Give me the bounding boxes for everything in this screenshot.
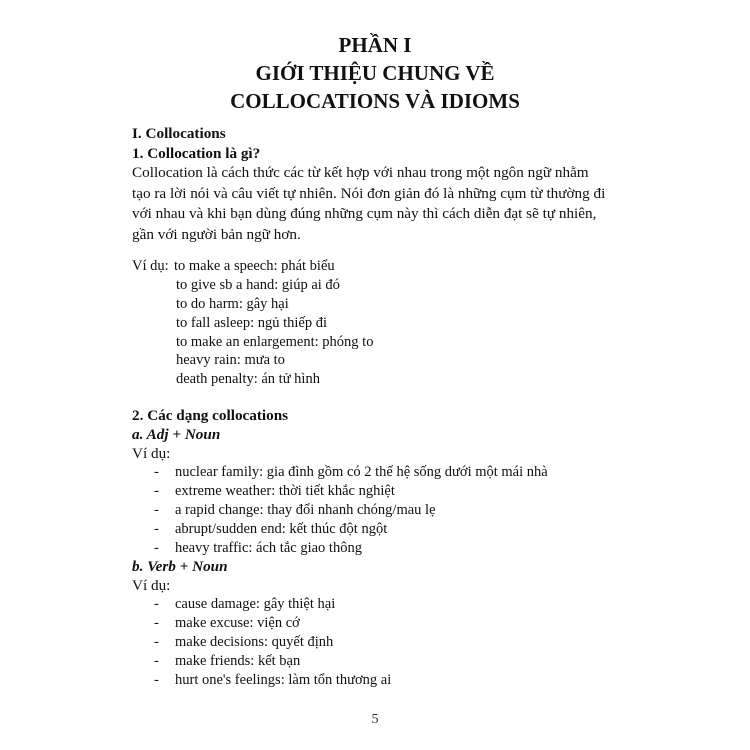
example-item: to do harm: gây hại: [176, 296, 289, 312]
bullet-dash-icon: -: [154, 502, 159, 518]
chapter-title-line-1: GIỚI THIỆU CHUNG VỀ: [255, 61, 495, 85]
type-heading-verb-noun: b. Verb + Noun: [132, 558, 228, 575]
bullet-dash-icon: -: [154, 672, 159, 688]
adj-noun-example-list: [132, 463, 672, 558]
list-item: - cause damage: gây thiệt hại: [154, 596, 336, 612]
example-item: to make an enlargement: phóng to: [176, 334, 374, 350]
bullet-dash-icon: -: [154, 596, 159, 612]
list-item: - hurt one's feelings: làm tổn thương ai: [154, 672, 392, 688]
example-item: to fall asleep: ngủ thiếp đi: [176, 315, 328, 331]
list-item: - a rapid change: thay đổi nhanh chóng/mau lẹ: [154, 502, 436, 518]
list-item: - heavy traffic: ách tắc giao thông: [154, 540, 362, 556]
list-item: - make friends: kết bạn: [154, 653, 301, 669]
bullet-dash-icon: -: [154, 521, 159, 537]
list-item: - extreme weather: thời tiết khắc nghiệt: [154, 483, 395, 499]
chapter-title-line-2: COLLOCATIONS VÀ IDIOMS: [230, 89, 520, 113]
bullet-dash-icon: -: [154, 615, 159, 631]
example-item: to make a speech: phát biểu: [174, 258, 335, 274]
example-label: Ví dụ:: [132, 445, 171, 462]
list-item: - nuclear family: gia đình gồm có 2 thế hệ sống dưới một mái nhà: [154, 464, 548, 480]
page-number: 5: [371, 712, 379, 727]
example-item: heavy rain: mưa to: [176, 352, 285, 368]
subheading-what-is-collocation: 1. Collocation là gì?: [132, 145, 261, 162]
bullet-dash-icon: -: [154, 540, 159, 556]
example-label: Ví dụ:: [132, 258, 169, 274]
paragraph-line: Collocation là cách thức các từ kết hợp với nhau trong một ngôn ngữ nhằm: [132, 164, 589, 181]
paragraph-line: với nhau và khi bạn dùng đúng những cụm này thì cách diễn đạt sẽ tự nhiên,: [132, 205, 597, 222]
example-label: Ví dụ:: [132, 577, 171, 594]
example-item: to give sb a hand: giúp ai đó: [176, 277, 340, 293]
list-item: - make decisions: quyết định: [154, 634, 334, 650]
section-heading-collocation-types: 2. Các dạng collocations: [132, 407, 289, 424]
bullet-dash-icon: -: [154, 653, 159, 669]
list-item: - make excuse: viện cớ: [154, 615, 300, 631]
paragraph-line: gần với người bản ngữ hơn.: [132, 225, 301, 243]
list-item: - abrupt/sudden end: kết thúc đột ngột: [154, 521, 388, 537]
section-heading-collocations: I. Collocations: [132, 125, 226, 142]
type-heading-adj-noun: a. Adj + Noun: [132, 426, 221, 443]
bullet-dash-icon: -: [154, 464, 159, 480]
part-title: PHẦN I: [338, 33, 412, 57]
definition-paragraph: [132, 163, 652, 245]
paragraph-line: tạo ra lời nói và câu viết tự nhiên. Nói đơn giản đó là những cụm từ thường đi: [132, 184, 606, 202]
example-item: death penalty: án tử hình: [176, 371, 320, 387]
bullet-dash-icon: -: [154, 634, 159, 650]
verb-noun-example-list: [132, 595, 672, 690]
bullet-dash-icon: -: [154, 483, 159, 499]
